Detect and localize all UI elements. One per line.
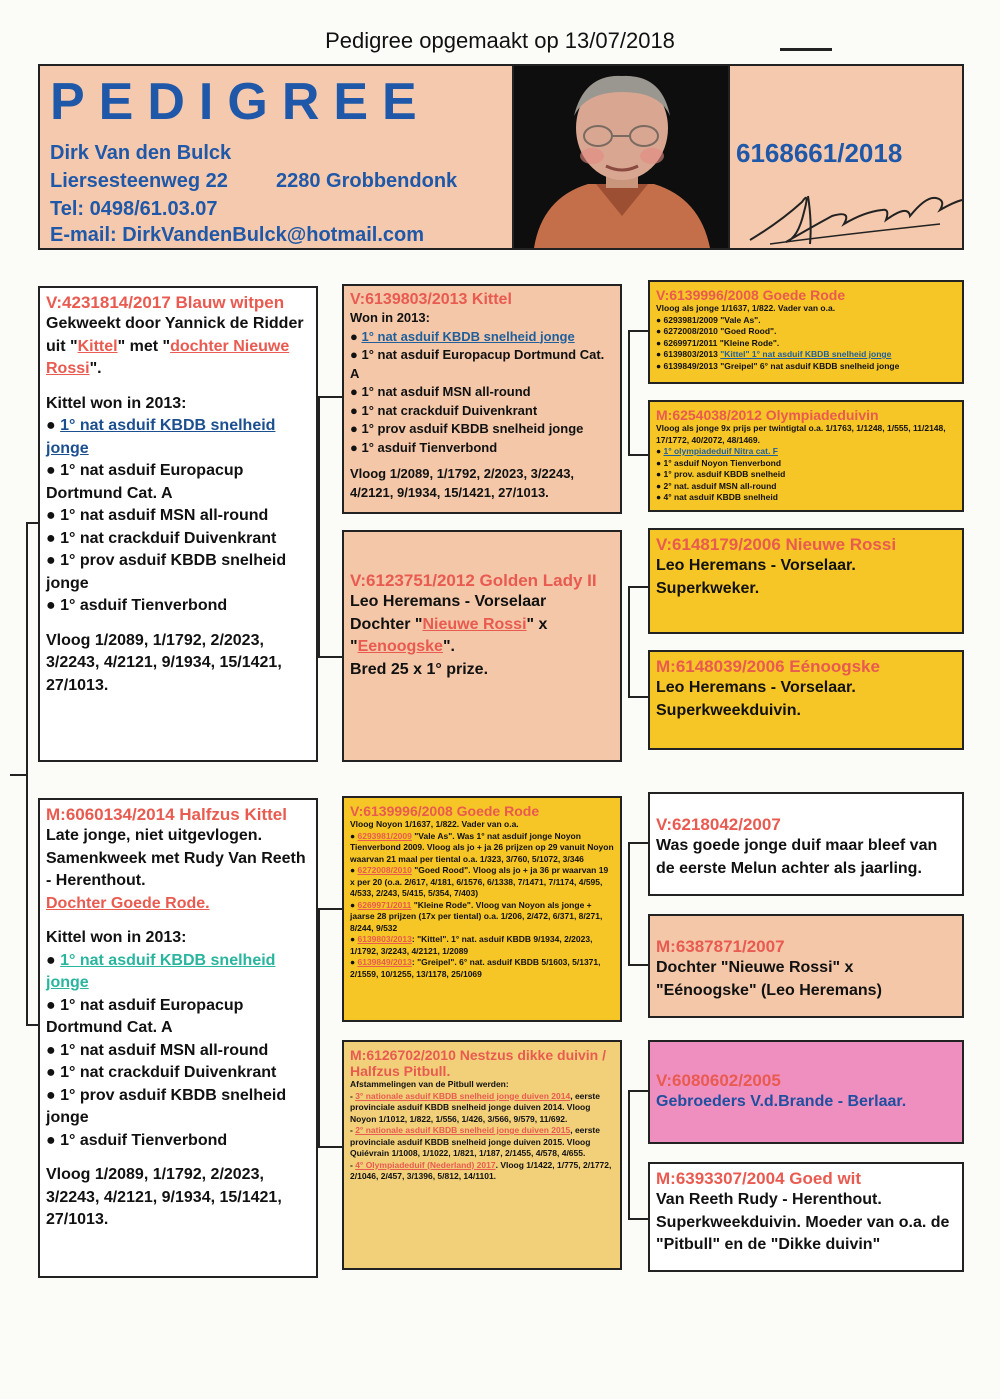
ffm-item: ● 1° olympiadeduif Nitra cat. F: [656, 446, 778, 456]
connector-line: [628, 586, 648, 588]
mother-line: Late jonge, niet uitgevlogen.: [46, 827, 263, 844]
mother-line: Samenkweek met Rudy Van Reeth - Herenthout.: [46, 849, 306, 889]
connector-line: [628, 696, 648, 698]
connector-line: [628, 586, 630, 698]
connector-line: [628, 330, 648, 332]
fff-item: ● 6293981/2009 "Vale As".: [656, 314, 761, 325]
connector-line: [628, 454, 648, 456]
father-win: ● 1° asduif Tienverbond: [46, 597, 228, 614]
ffm-item: ● 1° asduif Noyon Tienverbond: [656, 457, 782, 468]
mmm-ring: M:6393307/2004 Goed wit: [656, 1169, 862, 1188]
ffm-ring: M:6254038/2012 Olympiadeduivin: [656, 407, 879, 423]
connector-line: [318, 396, 342, 398]
fff-item: ● 6139849/2013 "Greipel" 6° nat asduif KBDB snelheid jonge: [656, 360, 900, 371]
ff-win: ● 1° nat crackduif Duivenkrant: [350, 402, 538, 418]
ffm-item: ● 2° nat. asduif MSN all-round: [656, 480, 777, 491]
mf-item: ● 6139803/2013: "Kittel". 1° nat. asduif KBDB 9/1934, 2/2023, 1/1792, 3/2243, 4/2121, 1/2089: [350, 934, 593, 956]
pedigree-header: [38, 64, 964, 250]
owner-email: E-mail: DirkVandenBulck@hotmail.com: [50, 224, 425, 246]
ff-win: ● 1° nat asduif KBDB snelheid jonge: [350, 328, 575, 344]
mm-intro: Afstammelingen van de Pitbull werden:: [350, 1079, 509, 1089]
mother-win: ● 1° nat asduif KBDB snelheid jonge: [46, 951, 276, 991]
father-results: Vloog 1/2089, 1/1792, 2/2023, 3/2243, 4/2121, 9/1934, 15/1421, 27/1013.: [46, 631, 282, 694]
mother-ring: M:6060134/2014 Halfzus Kittel: [46, 805, 287, 824]
connector-line: [628, 964, 648, 966]
fmf-line: Superkweker.: [656, 579, 760, 597]
connector-line: [628, 1090, 630, 1220]
card-mm-dam: [648, 1162, 964, 1272]
fff-item: ● 6139803/2013 "Kittel" 1° nat asduif KBDB snelheid jonge: [656, 349, 892, 359]
fmf-ring: V:6148179/2006 Nieuwe Rossi: [656, 535, 897, 554]
document-title: Pedigree opgemaakt op 13/07/2018: [325, 28, 675, 53]
ff-win: ● 1° asduif Tienverbond: [350, 439, 498, 455]
connector-line: [628, 330, 630, 456]
fff-item: ● 6269971/2011 "Kleine Rode".: [656, 337, 780, 348]
signature: [740, 182, 966, 248]
ffm-item: ● 1° prov. asduif KBDB snelheid: [656, 469, 786, 479]
mm-item: - 4° Olympiadeduif (Nederland) 2017. Vloog 1/1422, 1/775, 2/1772, 2/1046, 2/457, 3/1396, 5/812, 14/1101.: [350, 1159, 612, 1181]
connector-line: [10, 774, 28, 776]
ff-ring: V:6139803/2013 Kittel: [350, 291, 512, 308]
mother-daughter: Dochter Goede Rode.: [46, 894, 210, 912]
card-fm-sire: [648, 528, 964, 634]
mfm-text: Dochter "Nieuwe Rossi" x "Eénoogske" (Leo Heremans): [656, 959, 882, 999]
card-mf-sire: [648, 792, 964, 896]
mf-item: ● 6272008/2010 "Goed Rood". Vloog als jo + ja 36 pr waarvan 19 x per 20 (o.a. 2/617, 4/181, 6/1576, 6/1338, 7/1471, 7/1174, 4/595, 4/533, 2/243, 5/415, 5/354, 7/403): [350, 865, 609, 898]
owner-name: Dirk Van den Bulck: [50, 142, 232, 164]
connector-line: [318, 908, 342, 910]
fm-breeder: Leo Heremans - Vorselaar: [350, 593, 547, 610]
header-divider: [728, 66, 730, 248]
father-win: ● 1° nat asduif MSN all-round: [46, 507, 269, 524]
mm-ring: M:6126702/2010 Nestzus dikke duivin / Halfzus Pitbull.: [350, 1047, 607, 1079]
mf-item: ● 6269971/2011 "Kleine Rode". Vloog van Noyon als jonge + jaarse 28 prijzen (17x per tiental) o.a. 1/206, 2/472, 6/371, 8/271, 8/244, 9/532: [350, 899, 603, 933]
ff-won-title: Won in 2013:: [350, 310, 430, 325]
mother-win: ● 1° nat asduif MSN all-round: [46, 1041, 269, 1059]
connector-line: [318, 396, 320, 658]
mf-item: ● 6293981/2009 "Vale As". Was 1° nat asduif jonge Noyon Tienverbond 2009. Vloog als jo + ja 26 prijzen op 29 vanuit Noyon waarvan 21 maal per tiental o.a. 1/323, 3/760, 5/1072, 3/346: [350, 830, 614, 864]
owner-phone: Tel: 0498/61.03.07: [50, 198, 218, 220]
top-rule: [780, 48, 832, 51]
card-mf-dam: [648, 914, 964, 1018]
fff-ring: V:6139996/2008 Goede Rode: [656, 287, 846, 303]
ffm-intro: Vloog als jonge 9x prijs per twintigtal o.a. 1/1763, 1/1248, 1/555, 11/2148, 17/1772, 40/2072, 48/1469.: [656, 423, 946, 445]
card-fm-dam: [648, 650, 964, 750]
fff-item: ● 6272008/2010 "Goed Rood".: [656, 326, 777, 336]
father-win: ● 1° nat asduif KBDB snelheid jonge: [46, 417, 276, 457]
father-won-title: Kittel won in 2013:: [46, 394, 187, 412]
mm-item: - 3° nationale asduif KBDB snelheid jonge duiven 2014, eerste provinciale asduif KBDB snelheid jonge duiven 2014. Vloog Noyon 1/1012, 1/822, 1/556, 1/426, 3/566, 9/579, 11/692.: [350, 1090, 600, 1124]
ff-results: Vloog 1/2089, 1/1792, 2/2023, 3/2243, 4/2121, 9/1934, 15/1421, 27/1013.: [350, 466, 575, 500]
mother-won-title: Kittel won in 2013:: [46, 929, 187, 946]
mfm-ring: M:6387871/2007: [656, 937, 785, 956]
mother-win: ● 1° prov asduif KBDB snelheid jonge: [46, 1086, 287, 1126]
father-win: ● 1° nat asduif Europacup Dortmund Cat. A: [46, 462, 244, 502]
card-father-dam: [342, 530, 622, 762]
mff-text: Was goede jonge duif maar bleef van de eerste Melun achter als jaarling.: [656, 837, 938, 877]
card-mother: [38, 798, 318, 1278]
brand-title: PEDIGREE: [50, 73, 431, 131]
connector-line: [318, 1146, 342, 1148]
ff-win: ● 1° nat asduif Europacup Dortmund Cat. A: [350, 347, 605, 381]
card-ff-sire: [648, 280, 964, 384]
connector-line: [628, 1090, 648, 1092]
fmm-line: Superkweekduivin.: [656, 701, 801, 719]
card-father: [38, 286, 318, 762]
connector-line: [628, 842, 648, 844]
connector-line: [318, 656, 342, 658]
father-win: ● 1° nat crackduif Duivenkrant: [46, 529, 277, 547]
connector-line: [628, 842, 630, 966]
ff-win: ● 1° nat asduif MSN all-round: [350, 384, 531, 399]
card-mother-dam: [342, 1040, 622, 1270]
mm-item: - 2° nationale asduif KBDB snelheid jonge duiven 2015, eerste provinciale asduif KBDB snelheid jonge duiven 2015. Vloog Quiévrain 1/1008, 1/1022, 1/821, 1/187, 2/1455, 4/578, 4/655.: [350, 1125, 600, 1158]
father-bred: Gekweekt door Yannick de Ridder uit "Kittel" met "dochter Nieuwe Rossi".: [46, 315, 304, 377]
fm-ring: V:6123751/2012 Golden Lady II: [350, 571, 597, 590]
mf-item: ● 6139849/2013: "Greipel". 6° nat. asduif KBDB 5/1603, 5/1371, 2/1559, 10/1255, 13/1178, 25/1069: [350, 957, 601, 979]
mf-ring: V:6139996/2008 Goede Rode: [350, 803, 540, 819]
mmf-ring: V:6080602/2005: [656, 1071, 781, 1090]
mmm-text: Van Reeth Rudy - Herenthout. Superkweekduivin. Moeder van o.a. de "Pitbull" en de "Dikke duivin": [656, 1191, 950, 1253]
fff-intro: Vloog als jonge 1/1637, 1/822. Vader van o.a.: [656, 303, 836, 313]
father-ring: V:4231814/2017 Blauw witpen: [46, 293, 285, 312]
mff-ring: V:6218042/2007: [656, 815, 781, 834]
mother-win: ● 1° nat asduif Europacup Dortmund Cat. A: [46, 996, 244, 1036]
mf-intro: Vloog Noyon 1/1637, 1/822. Vader van o.a.: [350, 819, 519, 829]
father-win: ● 1° prov asduif KBDB snelheid jonge: [46, 552, 287, 592]
fm-daughter: Dochter "Nieuwe Rossi" x "Eenoogske".: [350, 615, 548, 655]
ff-win: ● 1° prov asduif KBDB snelheid jonge: [350, 421, 584, 436]
card-ff-dam: [648, 400, 964, 512]
card-mm-sire: [648, 1040, 964, 1144]
fm-bred: Bred 25 x 1° prize.: [350, 660, 489, 678]
mother-win: ● 1° asduif Tienverbond: [46, 1131, 228, 1149]
owner-city: 2280 Grobbendonk: [276, 170, 458, 192]
mother-win: ● 1° nat crackduif Duivenkrant: [46, 1064, 277, 1081]
card-mother-sire: [342, 796, 622, 1022]
connector-line: [318, 908, 320, 1148]
owner-street: Liersesteenweg 22: [50, 170, 228, 192]
ring-number: 6168661/2018: [736, 138, 903, 168]
fmm-ring: M:6148039/2006 Eénoogske: [656, 657, 880, 676]
card-father-sire: [342, 284, 622, 514]
fmm-line: Leo Heremans - Vorselaar.: [656, 679, 856, 696]
mother-results: Vloog 1/2089, 1/1792, 2/2023, 3/2243, 4/2121, 9/1934, 15/1421, 27/1013.: [46, 1166, 282, 1228]
fmf-line: Leo Heremans - Vorselaar.: [656, 557, 856, 574]
ffm-item: ● 4° nat asduif KBDB snelheid: [656, 492, 778, 502]
owner-photo: [514, 66, 728, 248]
connector-line: [628, 1218, 648, 1220]
mmf-text: Gebroeders V.d.Brande - Berlaar.: [656, 1093, 907, 1110]
